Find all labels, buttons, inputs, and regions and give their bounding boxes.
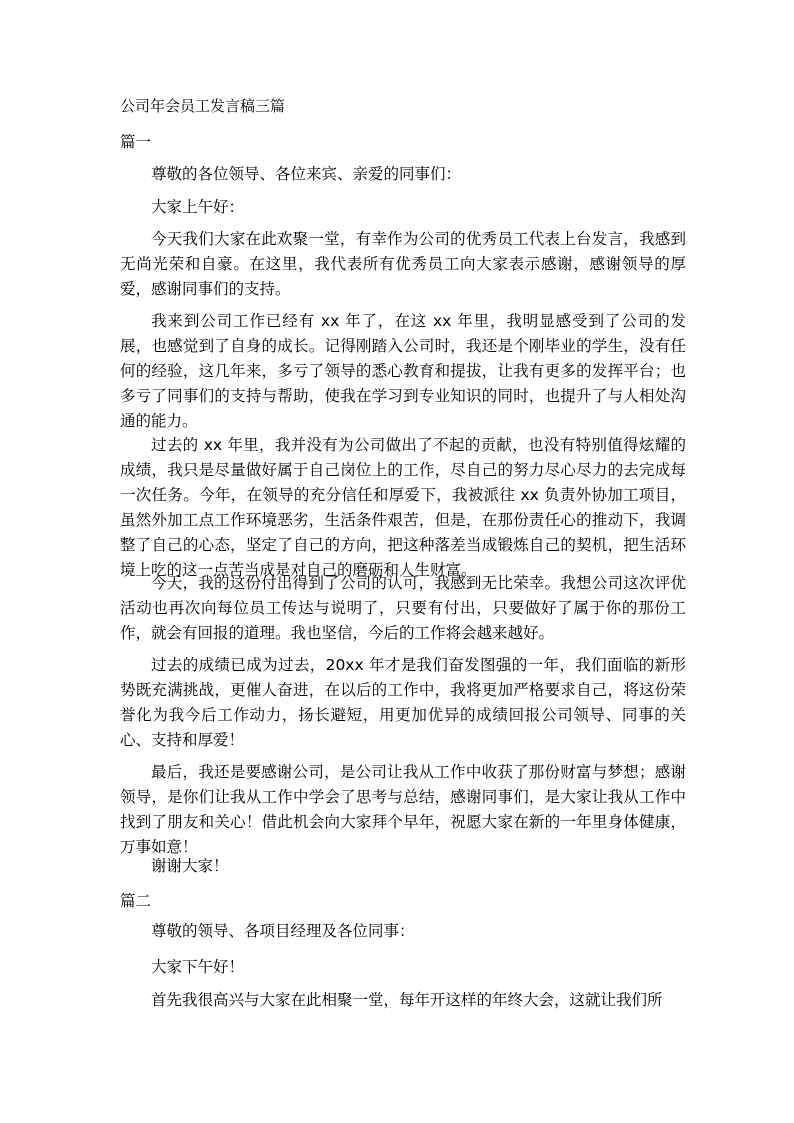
paragraph: 谢谢大家！ (151, 857, 229, 875)
paragraph: 过去的成绩已成为过去，20xx 年才是我们奋发图强的一年，我们面临的新形势既充满挑战，更催人奋进，在以后的工作中，我将更加严格要求自己，将这份荣誉化为我今后工作动力，扬长避短，用更加优异的成绩回报公司领导、同事的关心、支持和厚爱！ (120, 656, 686, 749)
paragraph: 大家上午好： (151, 198, 245, 216)
paragraph: 过去的 xx 年里，我并没有为公司做出了不起的贡献，也没有特别值得炫耀的成绩，我只是尽量做好属于自己岗位上的工作，尽自己的努力尽心尽力的去完成每一次任务。今年，在领导的充分信任和厚爱下，我被派往 xx 负责外协加工项目，虽然外加工点工作环境恶劣，生活条件艰苦，但是，在那份责任心的推动下，我调整了自己的心态，坚定了自己的方向，把这种落差当成锻炼自己的契机，把生活环境上吃的这一点苦当成是对自己的磨砺和人生财富。 (120, 436, 686, 579)
section-heading-1: 篇一 (120, 133, 152, 151)
section-heading-2: 篇二 (120, 892, 152, 910)
paragraph: 我来到公司工作已经有 xx 年了，在这 xx 年里，我明显感受到了公司的发展，也感觉到了自身的成长。记得刚踏入公司时，我还是个刚毕业的学生，没有任何的经验，这几年来，多亏了领导的悉心教育和提拔，让我有更多的发挥平台；也多亏了同事们的支持与帮助，使我在学习到专业知识的同时，也提升了与人相处沟通的能力。 (120, 312, 686, 430)
paragraph: 首先我很高兴与大家在此相聚一堂，每年开这样的年终大会，这就让我们所 (151, 991, 663, 1009)
paragraph: 大家下午好！ (151, 958, 245, 976)
paragraph: 最后，我还是要感谢公司，是公司让我从工作中收获了那份财富与梦想；感谢领导，是你们让我从工作中学会了思考与总结，感谢同事们，是大家让我从工作中找到了朋友和关心！借此机会向大家拜个早年，祝愿大家在新的一年里身体健康，万事如意！ (120, 763, 686, 856)
paragraph: 尊敬的各位领导、各位来宾、亲爱的同事们： (151, 165, 462, 183)
paragraph: 尊敬的领导、各项目经理及各位同事： (151, 922, 415, 940)
paragraph: 今天，我的这份付出得到了公司的认可，我感到无比荣幸。我想公司这次评优活动也再次向每位员工传达与说明了，只要有付出，只要做好了属于你的那份工作，就会有回报的道理。我也坚信，今后的工作将会越来越好。 (120, 574, 686, 642)
paragraph: 今天我们大家在此欢聚一堂，有幸作为公司的优秀员工代表上台发言，我感到无尚光荣和自豪。在这里，我代表所有优秀员工向大家表示感谢，感谢领导的厚爱，感谢同事们的支持。 (120, 230, 686, 298)
document-title: 公司年会员工发言稿三篇 (120, 97, 286, 115)
